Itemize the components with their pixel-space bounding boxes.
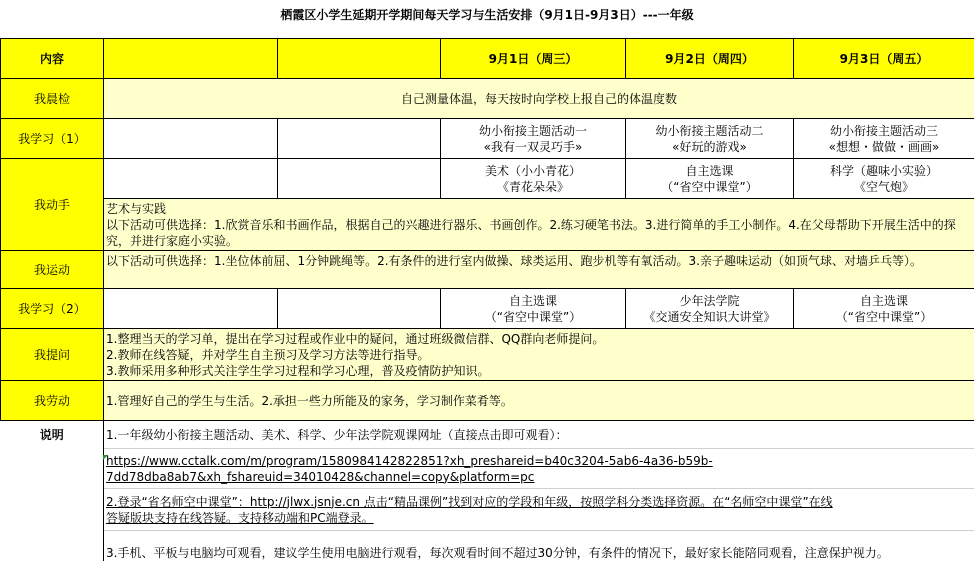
header-blank-1[interactable] — [104, 39, 278, 79]
study2-day3-subtitle: （“省空中课堂”） — [796, 309, 972, 325]
label-study2[interactable]: 我学习（2） — [1, 289, 104, 329]
row-art-practice — [1, 199, 974, 251]
label-questions[interactable]: 我提问 — [1, 329, 104, 381]
notes-line-1[interactable]: 1.一年级幼小衔接主题活动、美术、科学、少年法学院观课网址（直接点击即可观看）： — [104, 421, 974, 449]
header-day2[interactable]: 9月2日（周四） — [626, 39, 794, 79]
notes-line-2[interactable] — [104, 489, 974, 531]
study1-day3-subtitle: «想想・做做・画画» — [796, 139, 972, 155]
notes-line-2a[interactable]: 2.登录“省名师空中课堂”：http://jlwx.jsnje.cn 点击“精品课例”找到对应的学段和年级，按照学科分类选择资源。在“名师空中课堂”在线 — [106, 494, 973, 510]
hands-on-day2-subtitle: （“省空中课堂”） — [628, 179, 791, 195]
study2-blank-2[interactable] — [278, 289, 441, 329]
hands-on-day2[interactable] — [626, 159, 794, 199]
study1-day1[interactable] — [441, 119, 626, 159]
label-hands-on[interactable]: 我动手 — [1, 159, 104, 251]
questions-line-3: 3.教师采用多种形式关注学生学习过程和学习心理，普及疫情防护知识。 — [106, 363, 972, 379]
header-content[interactable]: 内容 — [1, 39, 104, 79]
morning-check-text[interactable]: 自己测量体温，每天按时向学校上报自己的体温度数 — [104, 79, 974, 119]
row-morning-check — [1, 79, 974, 119]
labor-text[interactable]: 1.管理好自己的学生与生活。2.承担一些力所能及的家务，学习制作菜肴等。 — [104, 381, 974, 421]
study1-day2[interactable] — [626, 119, 794, 159]
row-hands-on — [1, 159, 974, 199]
art-practice-cell[interactable] — [104, 199, 974, 251]
notes-line-3[interactable]: 3.手机、平板与电脑均可观看，建议学生使用电脑进行观看，每次观看时间不超过30分钟，有条件的情况下，最好家长能陪同观看，注意保护视力。 — [104, 531, 974, 561]
notes-url-cell[interactable] — [104, 449, 974, 489]
label-notes[interactable]: 说明 — [1, 421, 104, 449]
label-morning-check[interactable]: 我晨检 — [1, 79, 104, 119]
header-row — [1, 39, 974, 79]
hands-on-blank-1[interactable] — [104, 159, 278, 199]
hands-on-blank-2[interactable] — [278, 159, 441, 199]
study1-day1-title: 幼小衔接主题活动一 — [443, 123, 623, 139]
hands-on-day3-subtitle: 《空气炮》 — [796, 179, 972, 195]
cell-comment-indicator-icon — [103, 455, 108, 460]
row-notes-2 — [1, 489, 974, 531]
study1-day3[interactable] — [794, 119, 974, 159]
header-blank-2[interactable] — [278, 39, 441, 79]
study1-blank-2[interactable] — [278, 119, 441, 159]
hands-on-day3[interactable] — [794, 159, 974, 199]
row-study1 — [1, 119, 974, 159]
notes-line-2b[interactable]: 答疑版块支持在线答疑。支持移动端和PC端登录。 — [106, 510, 973, 526]
study2-blank-1[interactable] — [104, 289, 278, 329]
notes-blank-1[interactable] — [1, 449, 104, 489]
row-notes-3 — [1, 531, 974, 561]
label-exercise[interactable]: 我运动 — [1, 251, 104, 289]
course-url-line-1[interactable]: https://www.cctalk.com/m/program/1580984142822851?xh_preshareid=b40c3204-5ab6-4a36-b59b- — [106, 453, 973, 469]
study1-day1-subtitle: «我有一双灵巧手» — [443, 139, 623, 155]
schedule-table — [0, 38, 974, 561]
notes-blank-3[interactable] — [1, 531, 104, 561]
notes-blank-2[interactable] — [1, 489, 104, 531]
study2-day1[interactable] — [441, 289, 626, 329]
hands-on-day2-title: 自主选课 — [628, 163, 791, 179]
row-notes-1 — [1, 421, 974, 449]
row-study2 — [1, 289, 974, 329]
hands-on-day3-title: 科学（趣味小实验） — [796, 163, 972, 179]
questions-line-1: 1.整理当天的学习单，提出在学习过程或作业中的疑问，通过班级微信群、QQ群向老师提问。 — [106, 331, 972, 347]
row-exercise — [1, 251, 974, 289]
hands-on-day1-subtitle: 《青花朵朵》 — [443, 179, 623, 195]
study1-day2-title: 幼小衔接主题活动二 — [628, 123, 791, 139]
study2-day1-subtitle: （“省空中课堂”） — [443, 309, 623, 325]
study1-day3-title: 幼小衔接主题活动三 — [796, 123, 972, 139]
course-url-line-2[interactable]: 7dd78dba8ab7&xh_fshareuid=34010428&channel=copy&platform=pc — [106, 469, 973, 485]
study2-day2-title: 少年法学院 — [628, 293, 791, 309]
study1-day2-subtitle: «好玩的游戏» — [628, 139, 791, 155]
study2-day2-subtitle: 《交通安全知识大讲堂》 — [628, 309, 791, 325]
hands-on-day1[interactable] — [441, 159, 626, 199]
art-practice-heading: 艺术与实践 — [106, 201, 972, 217]
header-day3[interactable]: 9月3日（周五） — [794, 39, 974, 79]
label-study1[interactable]: 我学习（1） — [1, 119, 104, 159]
study2-day2[interactable] — [626, 289, 794, 329]
row-notes-url — [1, 449, 974, 489]
row-questions — [1, 329, 974, 381]
exercise-text[interactable]: 以下活动可供选择：1.坐位体前屈、1分钟跳绳等。2.有条件的进行室内做操、球类运用、跑步机等有氧活动。3.亲子趣味运动（如顶气球、对墙乒乓等）。 — [104, 251, 974, 289]
study1-blank-1[interactable] — [104, 119, 278, 159]
page-title: 栖霞区小学生延期开学期间每天学习与生活安排（9月1日-9月3日）---一年级 — [0, 0, 974, 36]
study2-day1-title: 自主选课 — [443, 293, 623, 309]
header-day1[interactable]: 9月1日（周三） — [441, 39, 626, 79]
questions-cell[interactable] — [104, 329, 974, 381]
hands-on-day1-title: 美术（小小青花） — [443, 163, 623, 179]
row-labor — [1, 381, 974, 421]
label-labor[interactable]: 我劳动 — [1, 381, 104, 421]
questions-line-2: 2.教师在线答疑，并对学生自主预习及学习方法等进行指导。 — [106, 347, 972, 363]
study2-day3-title: 自主选课 — [796, 293, 972, 309]
art-practice-text: 以下活动可供选择：1.欣赏音乐和书画作品，根据自己的兴趣进行器乐、书画创作。2.练习硬笔书法。3.进行简单的手工小制作。4.在父母帮助下开展生活中的探究，并进行家庭小实验。 — [106, 217, 972, 249]
study2-day3[interactable] — [794, 289, 974, 329]
